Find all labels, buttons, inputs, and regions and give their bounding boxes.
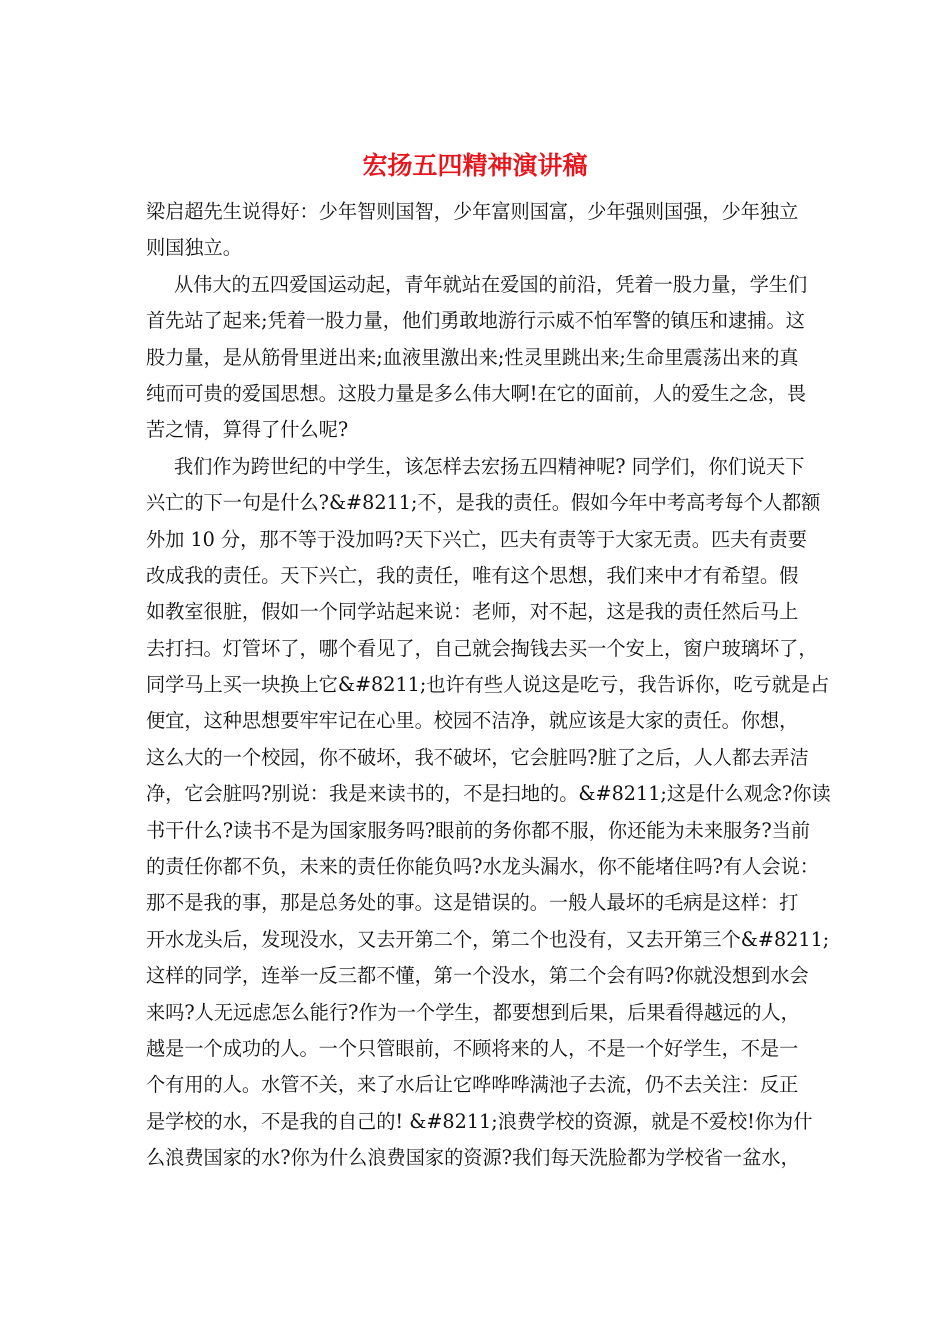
- text-line: 越是一个成功的人。一个只管眼前，不顾将来的人，不是一个好学生，不是一: [146, 1036, 799, 1060]
- text-line: 外加 10 分，那不等于没加吗?天下兴亡，匹夫有责等于大家无责。匹夫有责要: [146, 527, 807, 551]
- document-title: 宏扬五四精神演讲稿: [362, 151, 588, 180]
- text-line: 开水龙头后，发现没水，又去开第二个，第二个也没有，又去开第三个&#8211;: [146, 927, 830, 951]
- text-line: 那不是我的事，那是总务处的事。这是错误的。一般人最坏的毛病是这样：打: [146, 891, 799, 915]
- text-line: 首先站了起来;凭着一股力量，他们勇敢地游行示威不怕军警的镇压和逮捕。这: [146, 309, 805, 333]
- text-line: 是学校的水，不是我的自己的! &#8211;浪费学校的资源，就是不爱校!你为什: [146, 1109, 813, 1133]
- text-line: 的责任你都不负，未来的责任你能负吗?水龙头漏水，你不能堵住吗?有人会说：: [146, 855, 819, 879]
- text-line: 如教室很脏，假如一个同学站起来说：老师，对不起，这是我的责任然后马上: [146, 600, 799, 624]
- text-line: 么浪费国家的水?你为什么浪费国家的资源?我们每天洗脸都为学校省一盆水，: [146, 1146, 800, 1170]
- paragraph: [146, 267, 808, 449]
- text-line: 股力量，是从筋骨里迸出来;血液里激出来;性灵里跳出来;生命里震荡出来的真: [146, 345, 799, 369]
- text-line: 从伟大的五四爱国运动起，青年就站在爱国的前沿，凭着一股力量，学生们: [174, 272, 808, 296]
- text-line: 便宜，这种思想要牢牢记在心里。校园不洁净，就应该是大家的责任。你想，: [146, 709, 799, 733]
- text-line: 苦之情，算得了什么呢?: [146, 418, 349, 442]
- text-line: 去打扫。灯管坏了，哪个看见了，自己就会掏钱去买一个安上，窗户玻璃坏了，: [146, 636, 818, 660]
- text-line: 这样的同学，连举一反三都不懂，第一个没水，第二个会有吗?你就没想到水会: [146, 964, 809, 988]
- text-line: 纯而可贵的爱国思想。这股力量是多么伟大啊!在它的面前，人的爱生之念，畏: [146, 381, 807, 405]
- text-line: 则国独立。: [146, 236, 242, 260]
- document-body: [146, 194, 831, 1177]
- text-line: 个有用的人。水管不关，来了水后让它哗哗哗满池子去流，仍不去关注：反正: [146, 1073, 799, 1097]
- text-line: 兴亡的下一句是什么?&#8211;不，是我的责任。假如今年中考高考每个人都额: [146, 491, 821, 515]
- text-line: 梁启超先生说得好：少年智则国智，少年富则国富，少年强则国强，少年独立: [146, 200, 799, 223]
- text-line: 我们作为跨世纪的中学生，该怎样去宏扬五四精神呢? 同学们，你们说天下: [174, 454, 805, 478]
- text-line: 同学马上买一块换上它&#8211;也许有些人说这是吃亏，我告诉你，吃亏就是占: [146, 673, 830, 697]
- paragraph: [146, 449, 831, 1177]
- text-line: 改成我的责任。天下兴亡，我的责任，唯有这个思想，我们来中才有希望。假: [146, 563, 799, 587]
- text-line: 这么大的一个校园，你不破坏，我不破坏，它会脏吗?脏了之后，人人都去弄洁: [146, 745, 809, 769]
- paragraph: [146, 194, 808, 267]
- text-line: 书干什么?读书不是为国家服务吗?眼前的务你都不服，你还能为未来服务?当前: [146, 818, 811, 842]
- text-line: 来吗?人无远虑怎么能行?作为一个学生，都要想到后果，后果看得越远的人，: [146, 1000, 800, 1024]
- text-line: 净，它会脏吗?别说：我是来读书的，不是扫地的。&#8211;这是什么观念?你读: [146, 782, 831, 806]
